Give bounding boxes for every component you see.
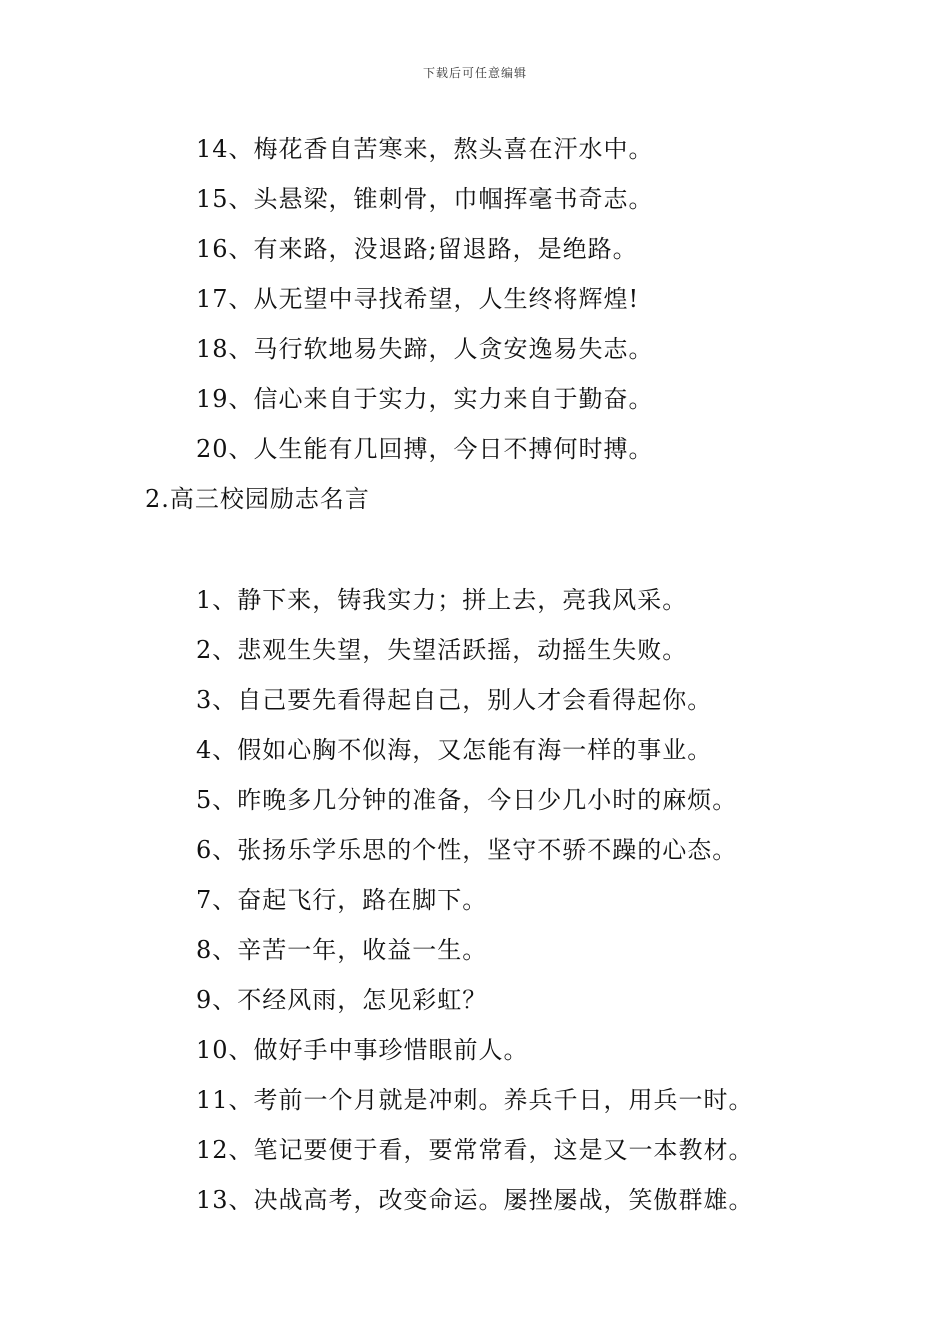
quote-line: 15、头悬梁，锥刺骨，巾帼挥毫书奇志。 — [196, 185, 654, 213]
quote-line: 4、假如心胸不似海，又怎能有海一样的事业。 — [196, 736, 713, 764]
quote-line: 20、人生能有几回搏，今日不搏何时搏。 — [196, 435, 654, 463]
quote-line: 13、决战高考，改变命运。屡挫屡战，笑傲群雄。 — [196, 1186, 754, 1214]
quote-line: 14、梅花香自苦寒来，熬头喜在汗水中。 — [196, 135, 654, 163]
quote-line: 18、马行软地易失蹄，人贪安逸易失志。 — [196, 335, 654, 363]
quote-list-continued — [196, 132, 654, 482]
quote-line: 12、笔记要便于看，要常常看，这是又一本教材。 — [196, 1136, 754, 1164]
quote-line: 17、从无望中寻找希望，人生终将辉煌! — [196, 285, 640, 313]
section-heading: 2.高三校园励志名言 — [145, 485, 370, 513]
quote-line: 5、昨晚多几分钟的准备，今日少几小时的麻烦。 — [196, 786, 738, 814]
quote-line: 1、静下来，铸我实力；拼上去，亮我风采。 — [196, 586, 688, 614]
quote-list — [196, 583, 754, 1233]
quote-line: 7、奋起飞行，路在脚下。 — [196, 886, 488, 914]
quote-line: 11、考前一个月就是冲刺。养兵千日，用兵一时。 — [196, 1086, 754, 1114]
quote-line: 10、做好手中事珍惜眼前人。 — [196, 1036, 529, 1064]
quote-line: 2、悲观生失望，失望活跃摇，动摇生失败。 — [196, 636, 688, 664]
quote-line: 8、辛苦一年，收益一生。 — [196, 936, 488, 964]
quote-line: 16、有来路，没退路;留退路，是绝路。 — [196, 235, 638, 263]
quote-line: 19、信心来自于实力，实力来自于勤奋。 — [196, 385, 654, 413]
page-header: 下载后可任意编辑 — [422, 66, 527, 80]
quote-line: 6、张扬乐学乐思的个性，坚守不骄不躁的心态。 — [196, 836, 738, 864]
quote-line: 3、自己要先看得起自己，别人才会看得起你。 — [196, 686, 713, 714]
quote-line: 9、不经风雨，怎见彩虹？ — [196, 986, 488, 1014]
